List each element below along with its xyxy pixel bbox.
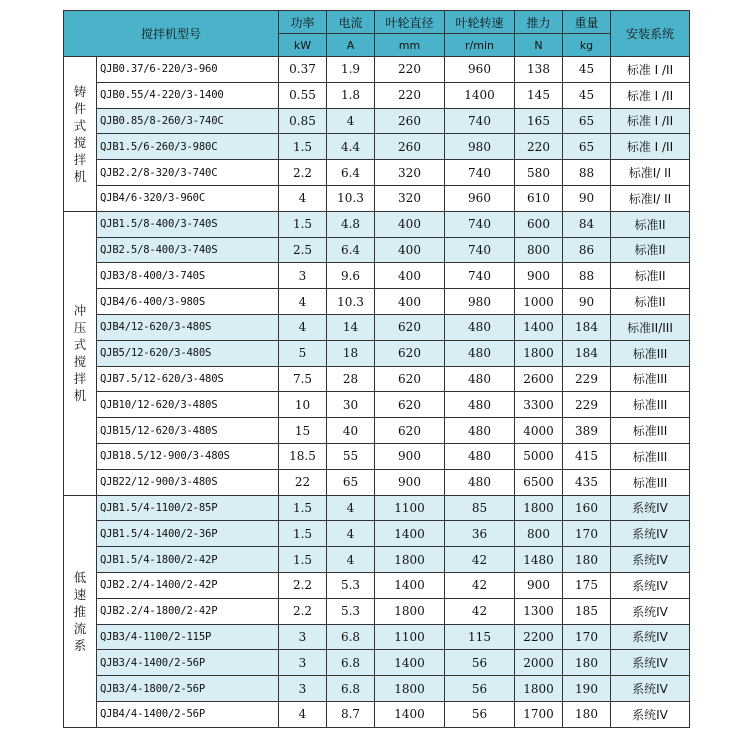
table-row	[64, 314, 690, 340]
unit-power: kW	[279, 34, 327, 57]
thrust-cell: 2200	[515, 624, 563, 650]
power-cell: 1.5	[279, 547, 327, 573]
current-cell: 18	[327, 340, 375, 366]
weight-cell: 160	[563, 495, 611, 521]
table-row	[64, 676, 690, 702]
speed-cell: 480	[445, 443, 515, 469]
model-cell: QJB3/4-1800/2-56P	[97, 676, 279, 702]
group-label: 铸 件 式 搅 拌 机	[64, 57, 97, 212]
diameter-cell: 620	[375, 418, 445, 444]
diameter-cell: 320	[375, 160, 445, 186]
diameter-cell: 1400	[375, 650, 445, 676]
table-row	[64, 624, 690, 650]
speed-cell: 740	[445, 263, 515, 289]
speed-cell: 960	[445, 185, 515, 211]
install-cell: 标准I/ II	[611, 160, 690, 186]
install-cell: 标准III	[611, 418, 690, 444]
install-cell: 标准 I /II	[611, 57, 690, 83]
group-label: 冲 压 式 搅 拌 机	[64, 211, 97, 495]
weight-cell: 184	[563, 314, 611, 340]
power-cell: 1.5	[279, 521, 327, 547]
thrust-cell: 145	[515, 82, 563, 108]
model-cell: QJB2.2/4-1800/2-42P	[97, 598, 279, 624]
diameter-cell: 900	[375, 443, 445, 469]
model-cell: QJB1.5/4-1100/2-85P	[97, 495, 279, 521]
speed-cell: 740	[445, 160, 515, 186]
model-cell: QJB0.85/8-260/3-740C	[97, 108, 279, 134]
thrust-cell: 1400	[515, 314, 563, 340]
model-cell: QJB1.5/6-260/3-980C	[97, 134, 279, 160]
diameter-cell: 1800	[375, 598, 445, 624]
diameter-cell: 400	[375, 211, 445, 237]
weight-cell: 88	[563, 160, 611, 186]
speed-cell: 480	[445, 392, 515, 418]
header-thrust: 推力	[515, 11, 563, 34]
model-cell: QJB4/6-400/3-980S	[97, 289, 279, 315]
thrust-cell: 800	[515, 237, 563, 263]
current-cell: 6.4	[327, 237, 375, 263]
header-install: 安装系统	[611, 11, 690, 57]
table-row	[64, 263, 690, 289]
thrust-cell: 1000	[515, 289, 563, 315]
install-cell: 标准 I /II	[611, 108, 690, 134]
model-cell: QJB2.2/8-320/3-740C	[97, 160, 279, 186]
diameter-cell: 320	[375, 185, 445, 211]
current-cell: 1.9	[327, 57, 375, 83]
diameter-cell: 620	[375, 366, 445, 392]
power-cell: 18.5	[279, 443, 327, 469]
unit-weight: kg	[563, 34, 611, 57]
thrust-cell: 1800	[515, 340, 563, 366]
power-cell: 2.2	[279, 160, 327, 186]
table-row	[64, 160, 690, 186]
diameter-cell: 260	[375, 134, 445, 160]
speed-cell: 740	[445, 108, 515, 134]
current-cell: 5.3	[327, 572, 375, 598]
power-cell: 3	[279, 676, 327, 702]
power-cell: 0.85	[279, 108, 327, 134]
speed-cell: 36	[445, 521, 515, 547]
speed-cell: 980	[445, 134, 515, 160]
install-cell: 标准III	[611, 443, 690, 469]
model-cell: QJB22/12-900/3-480S	[97, 469, 279, 495]
table-row	[64, 392, 690, 418]
model-cell: QJB2.2/4-1400/2-42P	[97, 572, 279, 598]
thrust-cell: 1300	[515, 598, 563, 624]
power-cell: 1.5	[279, 495, 327, 521]
power-cell: 10	[279, 392, 327, 418]
install-cell: 系统IV	[611, 521, 690, 547]
header-diameter: 叶轮直径	[375, 11, 445, 34]
install-cell: 标准III	[611, 392, 690, 418]
model-cell: QJB10/12-620/3-480S	[97, 392, 279, 418]
current-cell: 65	[327, 469, 375, 495]
thrust-cell: 6500	[515, 469, 563, 495]
model-cell: QJB5/12-620/3-480S	[97, 340, 279, 366]
current-cell: 5.3	[327, 598, 375, 624]
speed-cell: 56	[445, 650, 515, 676]
diameter-cell: 620	[375, 340, 445, 366]
weight-cell: 45	[563, 82, 611, 108]
current-cell: 10.3	[327, 289, 375, 315]
header-power: 功率	[279, 11, 327, 34]
thrust-cell: 900	[515, 572, 563, 598]
diameter-cell: 220	[375, 57, 445, 83]
current-cell: 9.6	[327, 263, 375, 289]
diameter-cell: 220	[375, 82, 445, 108]
table-row	[64, 521, 690, 547]
speed-cell: 480	[445, 340, 515, 366]
table-row	[64, 108, 690, 134]
thrust-cell: 610	[515, 185, 563, 211]
power-cell: 2.2	[279, 572, 327, 598]
thrust-cell: 1800	[515, 495, 563, 521]
diameter-cell: 400	[375, 237, 445, 263]
power-cell: 3	[279, 650, 327, 676]
power-cell: 15	[279, 418, 327, 444]
power-cell: 4	[279, 701, 327, 727]
install-cell: 标准I/ II	[611, 185, 690, 211]
current-cell: 40	[327, 418, 375, 444]
install-cell: 标准III	[611, 340, 690, 366]
unit-speed: r/min	[445, 34, 515, 57]
power-cell: 4	[279, 289, 327, 315]
table-row	[64, 211, 690, 237]
table-row	[64, 185, 690, 211]
power-cell: 2.5	[279, 237, 327, 263]
weight-cell: 435	[563, 469, 611, 495]
table-row	[64, 495, 690, 521]
weight-cell: 190	[563, 676, 611, 702]
table-row	[64, 289, 690, 315]
header-row-1	[64, 11, 690, 34]
install-cell: 标准II	[611, 237, 690, 263]
weight-cell: 180	[563, 547, 611, 573]
model-cell: QJB7.5/12-620/3-480S	[97, 366, 279, 392]
thrust-cell: 3300	[515, 392, 563, 418]
current-cell: 8.7	[327, 701, 375, 727]
install-cell: 标准 I /II	[611, 82, 690, 108]
weight-cell: 90	[563, 289, 611, 315]
diameter-cell: 1800	[375, 676, 445, 702]
model-cell: QJB4/4-1400/2-56P	[97, 701, 279, 727]
install-cell: 系统IV	[611, 572, 690, 598]
table-row	[64, 443, 690, 469]
thrust-cell: 580	[515, 160, 563, 186]
thrust-cell: 220	[515, 134, 563, 160]
thrust-cell: 2000	[515, 650, 563, 676]
power-cell: 5	[279, 340, 327, 366]
speed-cell: 980	[445, 289, 515, 315]
current-cell: 4	[327, 495, 375, 521]
diameter-cell: 900	[375, 469, 445, 495]
power-cell: 4	[279, 185, 327, 211]
power-cell: 1.5	[279, 211, 327, 237]
speed-cell: 740	[445, 211, 515, 237]
diameter-cell: 1400	[375, 521, 445, 547]
install-cell: 系统IV	[611, 701, 690, 727]
install-cell: 标准II/III	[611, 314, 690, 340]
power-cell: 1.5	[279, 134, 327, 160]
speed-cell: 42	[445, 598, 515, 624]
table-row	[64, 598, 690, 624]
current-cell: 4	[327, 521, 375, 547]
install-cell: 标准III	[611, 366, 690, 392]
unit-thrust: N	[515, 34, 563, 57]
current-cell: 6.4	[327, 160, 375, 186]
diameter-cell: 1100	[375, 624, 445, 650]
weight-cell: 180	[563, 650, 611, 676]
model-cell: QJB0.37/6-220/3-960	[97, 57, 279, 83]
current-cell: 4	[327, 547, 375, 573]
current-cell: 28	[327, 366, 375, 392]
current-cell: 4.8	[327, 211, 375, 237]
model-cell: QJB3/4-1400/2-56P	[97, 650, 279, 676]
table-row	[64, 57, 690, 83]
weight-cell: 65	[563, 108, 611, 134]
weight-cell: 84	[563, 211, 611, 237]
install-cell: 标准II	[611, 289, 690, 315]
power-cell: 4	[279, 314, 327, 340]
install-cell: 标准 I /II	[611, 134, 690, 160]
weight-cell: 180	[563, 701, 611, 727]
group-label: 低 速 推 流 系	[64, 495, 97, 727]
diameter-cell: 620	[375, 392, 445, 418]
install-cell: 系统IV	[611, 598, 690, 624]
table-row	[64, 237, 690, 263]
speed-cell: 740	[445, 237, 515, 263]
thrust-cell: 800	[515, 521, 563, 547]
weight-cell: 88	[563, 263, 611, 289]
table-row	[64, 469, 690, 495]
header-model: 搅拌机型号	[64, 11, 279, 57]
power-cell: 22	[279, 469, 327, 495]
table-row	[64, 701, 690, 727]
weight-cell: 415	[563, 443, 611, 469]
thrust-cell: 138	[515, 57, 563, 83]
speed-cell: 85	[445, 495, 515, 521]
thrust-cell: 1700	[515, 701, 563, 727]
thrust-cell: 600	[515, 211, 563, 237]
speed-cell: 960	[445, 57, 515, 83]
thrust-cell: 165	[515, 108, 563, 134]
current-cell: 4	[327, 108, 375, 134]
weight-cell: 184	[563, 340, 611, 366]
install-cell: 系统IV	[611, 676, 690, 702]
install-cell: 系统IV	[611, 547, 690, 573]
thrust-cell: 4000	[515, 418, 563, 444]
weight-cell: 170	[563, 521, 611, 547]
install-cell: 标准III	[611, 469, 690, 495]
model-cell: QJB3/4-1100/2-115P	[97, 624, 279, 650]
weight-cell: 175	[563, 572, 611, 598]
speed-cell: 480	[445, 469, 515, 495]
thrust-cell: 1800	[515, 676, 563, 702]
diameter-cell: 620	[375, 314, 445, 340]
power-cell: 0.37	[279, 57, 327, 83]
weight-cell: 229	[563, 366, 611, 392]
model-cell: QJB4/6-320/3-960C	[97, 185, 279, 211]
header-speed: 叶轮转速	[445, 11, 515, 34]
power-cell: 0.55	[279, 82, 327, 108]
weight-cell: 229	[563, 392, 611, 418]
current-cell: 10.3	[327, 185, 375, 211]
thrust-cell: 900	[515, 263, 563, 289]
current-cell: 6.8	[327, 624, 375, 650]
power-cell: 3	[279, 263, 327, 289]
speed-cell: 480	[445, 418, 515, 444]
weight-cell: 170	[563, 624, 611, 650]
model-cell: QJB15/12-620/3-480S	[97, 418, 279, 444]
speed-cell: 115	[445, 624, 515, 650]
speed-cell: 1400	[445, 82, 515, 108]
thrust-cell: 2600	[515, 366, 563, 392]
speed-cell: 42	[445, 547, 515, 573]
diameter-cell: 1400	[375, 572, 445, 598]
model-cell: QJB0.55/4-220/3-1400	[97, 82, 279, 108]
diameter-cell: 400	[375, 289, 445, 315]
table-row	[64, 418, 690, 444]
current-cell: 1.8	[327, 82, 375, 108]
table-row	[64, 547, 690, 573]
table-row	[64, 134, 690, 160]
model-cell: QJB3/8-400/3-740S	[97, 263, 279, 289]
thrust-cell: 5000	[515, 443, 563, 469]
weight-cell: 90	[563, 185, 611, 211]
weight-cell: 65	[563, 134, 611, 160]
current-cell: 30	[327, 392, 375, 418]
model-cell: QJB1.5/4-1400/2-36P	[97, 521, 279, 547]
table-row	[64, 366, 690, 392]
install-cell: 系统IV	[611, 624, 690, 650]
speed-cell: 42	[445, 572, 515, 598]
model-cell: QJB2.5/8-400/3-740S	[97, 237, 279, 263]
current-cell: 55	[327, 443, 375, 469]
header-current: 电流	[327, 11, 375, 34]
table-row	[64, 572, 690, 598]
install-cell: 标准II	[611, 211, 690, 237]
speed-cell: 56	[445, 701, 515, 727]
speed-cell: 56	[445, 676, 515, 702]
power-cell: 3	[279, 624, 327, 650]
thrust-cell: 1480	[515, 547, 563, 573]
diameter-cell: 400	[375, 263, 445, 289]
model-cell: QJB4/12-620/3-480S	[97, 314, 279, 340]
weight-cell: 389	[563, 418, 611, 444]
diameter-cell: 1100	[375, 495, 445, 521]
weight-cell: 185	[563, 598, 611, 624]
install-cell: 系统IV	[611, 650, 690, 676]
power-cell: 7.5	[279, 366, 327, 392]
header-weight: 重量	[563, 11, 611, 34]
power-cell: 2.2	[279, 598, 327, 624]
table-row	[64, 82, 690, 108]
model-cell: QJB1.5/4-1800/2-42P	[97, 547, 279, 573]
weight-cell: 86	[563, 237, 611, 263]
install-cell: 系统IV	[611, 495, 690, 521]
current-cell: 6.8	[327, 650, 375, 676]
unit-current: A	[327, 34, 375, 57]
speed-cell: 480	[445, 314, 515, 340]
diameter-cell: 260	[375, 108, 445, 134]
unit-diameter: mm	[375, 34, 445, 57]
weight-cell: 45	[563, 57, 611, 83]
table-row	[64, 650, 690, 676]
spec-table	[63, 10, 690, 728]
install-cell: 标准II	[611, 263, 690, 289]
diameter-cell: 1800	[375, 547, 445, 573]
model-cell: QJB18.5/12-900/3-480S	[97, 443, 279, 469]
current-cell: 14	[327, 314, 375, 340]
speed-cell: 480	[445, 366, 515, 392]
model-cell: QJB1.5/8-400/3-740S	[97, 211, 279, 237]
current-cell: 4.4	[327, 134, 375, 160]
current-cell: 6.8	[327, 676, 375, 702]
table-row	[64, 340, 690, 366]
diameter-cell: 1400	[375, 701, 445, 727]
